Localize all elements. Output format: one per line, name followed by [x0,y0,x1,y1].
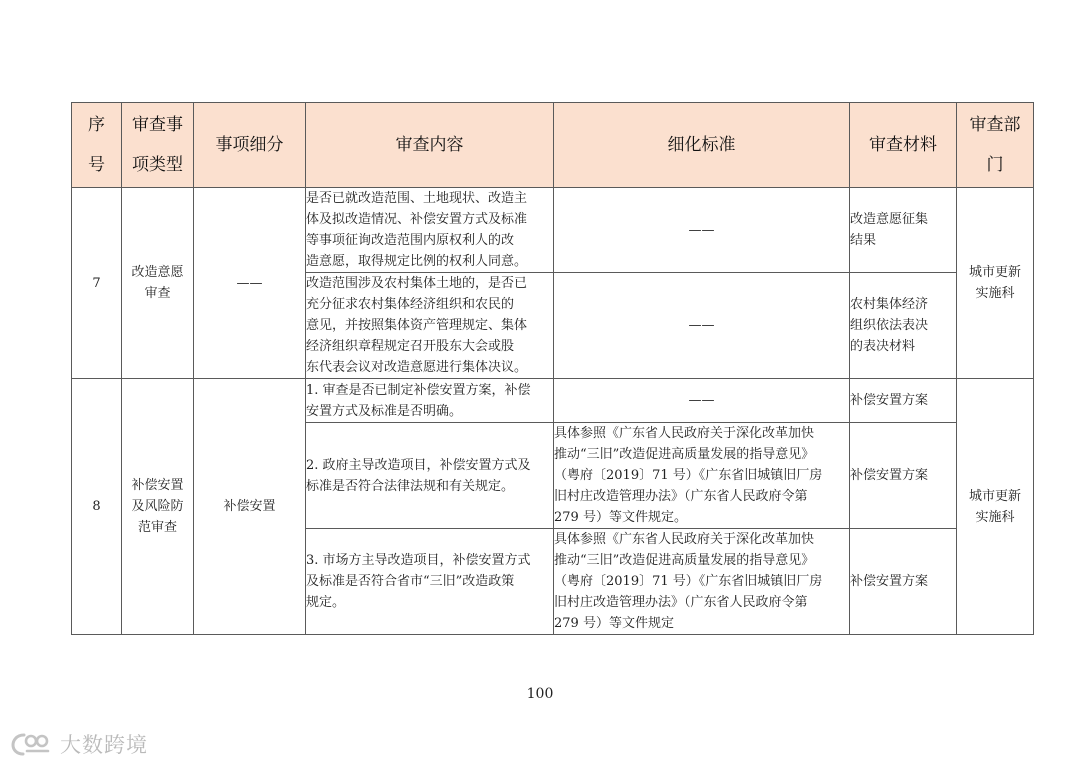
row7-materials-1: 改造意愿征集 结果 [850,188,957,273]
header-standard: 细化标准 [554,103,850,188]
watermark [10,731,148,757]
row8-dept: 城市更新 实施科 [957,379,1034,635]
row7-standard-1: —— [554,188,850,273]
row7-dept: 城市更新 实施科 [957,188,1034,379]
row7-content-1: 是否已就改造范围、土地现状、改造主 体及拟改造情况、补偿安置方式及标准 等事项征询改造范围内原权利人的改 造意愿，取得规定比例的权利人同意。 [306,188,554,273]
row8-seq: 8 [72,379,122,635]
header-subitem: 事项细分 [194,103,306,188]
header-seq: 序 号 [72,103,122,188]
header-content: 审查内容 [306,103,554,188]
row8-content-1: 1. 审查是否已制定补偿安置方案，补偿 安置方式及标准是否明确。 [306,379,554,423]
row8-content-3: 3. 市场方主导改造项目，补偿安置方式 及标准是否符合省市“三旧”改造政策 规定。 [306,529,554,635]
header-materials: 审查材料 [850,103,957,188]
row7-seq: 7 [72,188,122,379]
row7-content-2: 改造范围涉及农村集体土地的，是否已 充分征求农村集体经济组织和农民的 意见，并按照集体资产管理规定、集体 经济组织章程规定召开股东大会或股 东代表会议对改造意愿进行集体决议。 [306,273,554,379]
row8-standard-3: 具体参照《广东省人民政府关于深化改革加快 推动“三旧”改造促进高质量发展的指导意见》 （粤府〔2019〕71 号）《广东省旧城镇旧厂房 旧村庄改造管理办法》（广东省人民政府令第 279 号）等文件规定 [554,529,850,635]
row7-type: 改造意愿 审查 [122,188,194,379]
row8-standard-2: 具体参照《广东省人民政府关于深化改革加快 推动“三旧”改造促进高质量发展的指导意见》 （粤府〔2019〕71 号）《广东省旧城镇旧厂房 旧村庄改造管理办法》（广东省人民政府令第 279 号）等文件规定。 [554,423,850,529]
row8-standard-1: —— [554,379,850,423]
ca-logo-icon [10,731,56,757]
row8-materials-2: 补偿安置方案 [850,423,957,529]
header-dept: 审查部 门 [957,103,1034,188]
row8-type: 补偿安置 及风险防 范审查 [122,379,194,635]
row7-materials-2: 农村集体经济 组织依法表决 的表决材料 [850,273,957,379]
row8-subitem: 补偿安置 [194,379,306,635]
table-row [72,188,1034,273]
page-number: 100 [526,686,554,702]
watermark-text: 大数跨境 [60,733,148,757]
row7-standard-2: —— [554,273,850,379]
review-table [71,102,1034,635]
table-row [72,379,1034,423]
row8-materials-3: 补偿安置方案 [850,529,957,635]
row7-subitem: —— [194,188,306,379]
header-type: 审查事 项类型 [122,103,194,188]
row8-content-2: 2. 政府主导改造项目，补偿安置方式及 标准是否符合法律法规和有关规定。 [306,423,554,529]
row8-materials-1: 补偿安置方案 [850,379,957,423]
header-row [72,103,1034,188]
